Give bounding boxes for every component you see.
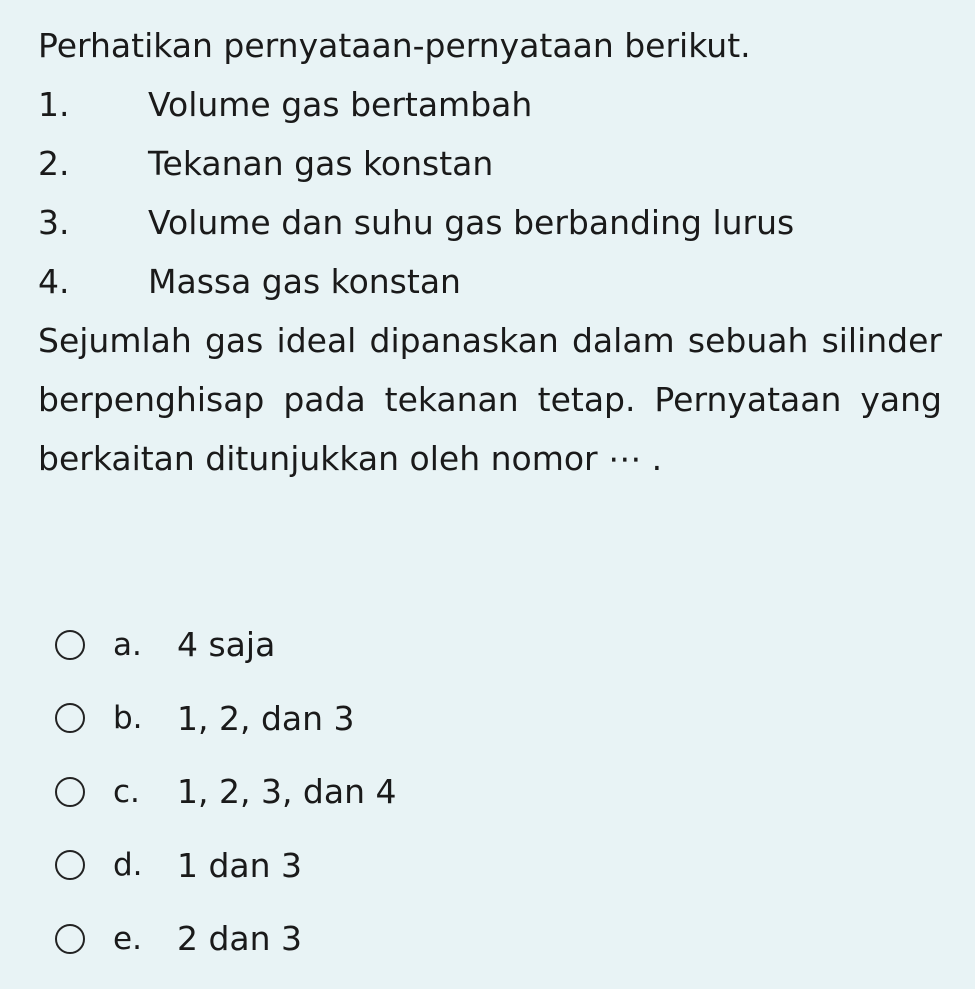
statement-item: [38, 193, 942, 252]
option-text[interactable]: 1, 2, 3, dan 4: [177, 772, 397, 812]
option-b[interactable]: [55, 682, 397, 756]
option-text[interactable]: 4 saja: [177, 625, 276, 665]
statement-text: Volume gas bertambah: [148, 85, 533, 124]
option-d[interactable]: [55, 829, 397, 903]
statement-text: Tekanan gas konstan: [148, 144, 494, 183]
statement-item: [38, 75, 942, 134]
statement-list: [38, 75, 942, 311]
option-letter: a.: [113, 626, 142, 663]
radio-button-icon[interactable]: [55, 777, 85, 807]
question-intro: Perhatikan pernyataan-pernyataan berikut.: [38, 26, 751, 65]
statement-number: 4.: [38, 262, 70, 301]
radio-button-icon[interactable]: [55, 703, 85, 733]
answer-options: [55, 608, 397, 976]
option-text[interactable]: 1 dan 3: [177, 845, 303, 885]
radio-button-icon[interactable]: [55, 924, 85, 954]
statement-text: Volume dan suhu gas berbanding lurus: [148, 203, 795, 242]
radio-button-icon[interactable]: [55, 630, 85, 660]
statement-text: Massa gas konstan: [148, 262, 461, 301]
question-stem: Sejumlah gas ideal dipanaskan dalam sebuah silinder berpenghisap pada tekanan tetap. Pernyataan yang berkaitan ditunjukkan oleh nomor ⋯ .: [38, 321, 942, 478]
option-c[interactable]: [55, 755, 397, 829]
option-letter: e.: [113, 920, 142, 957]
option-letter: d.: [113, 847, 143, 884]
option-text[interactable]: 1, 2, dan 3: [177, 698, 355, 738]
option-letter: c.: [113, 773, 140, 810]
statement-item: [38, 252, 942, 311]
statement-number: 2.: [38, 144, 70, 183]
statement-item: [38, 134, 942, 193]
option-text[interactable]: 2 dan 3: [177, 919, 303, 959]
question-block: [38, 0, 942, 488]
option-letter: b.: [113, 700, 143, 737]
statement-number: 3.: [38, 203, 70, 242]
radio-button-icon[interactable]: [55, 850, 85, 880]
statement-number: 1.: [38, 85, 70, 124]
option-e[interactable]: [55, 902, 397, 976]
option-a[interactable]: [55, 608, 397, 682]
